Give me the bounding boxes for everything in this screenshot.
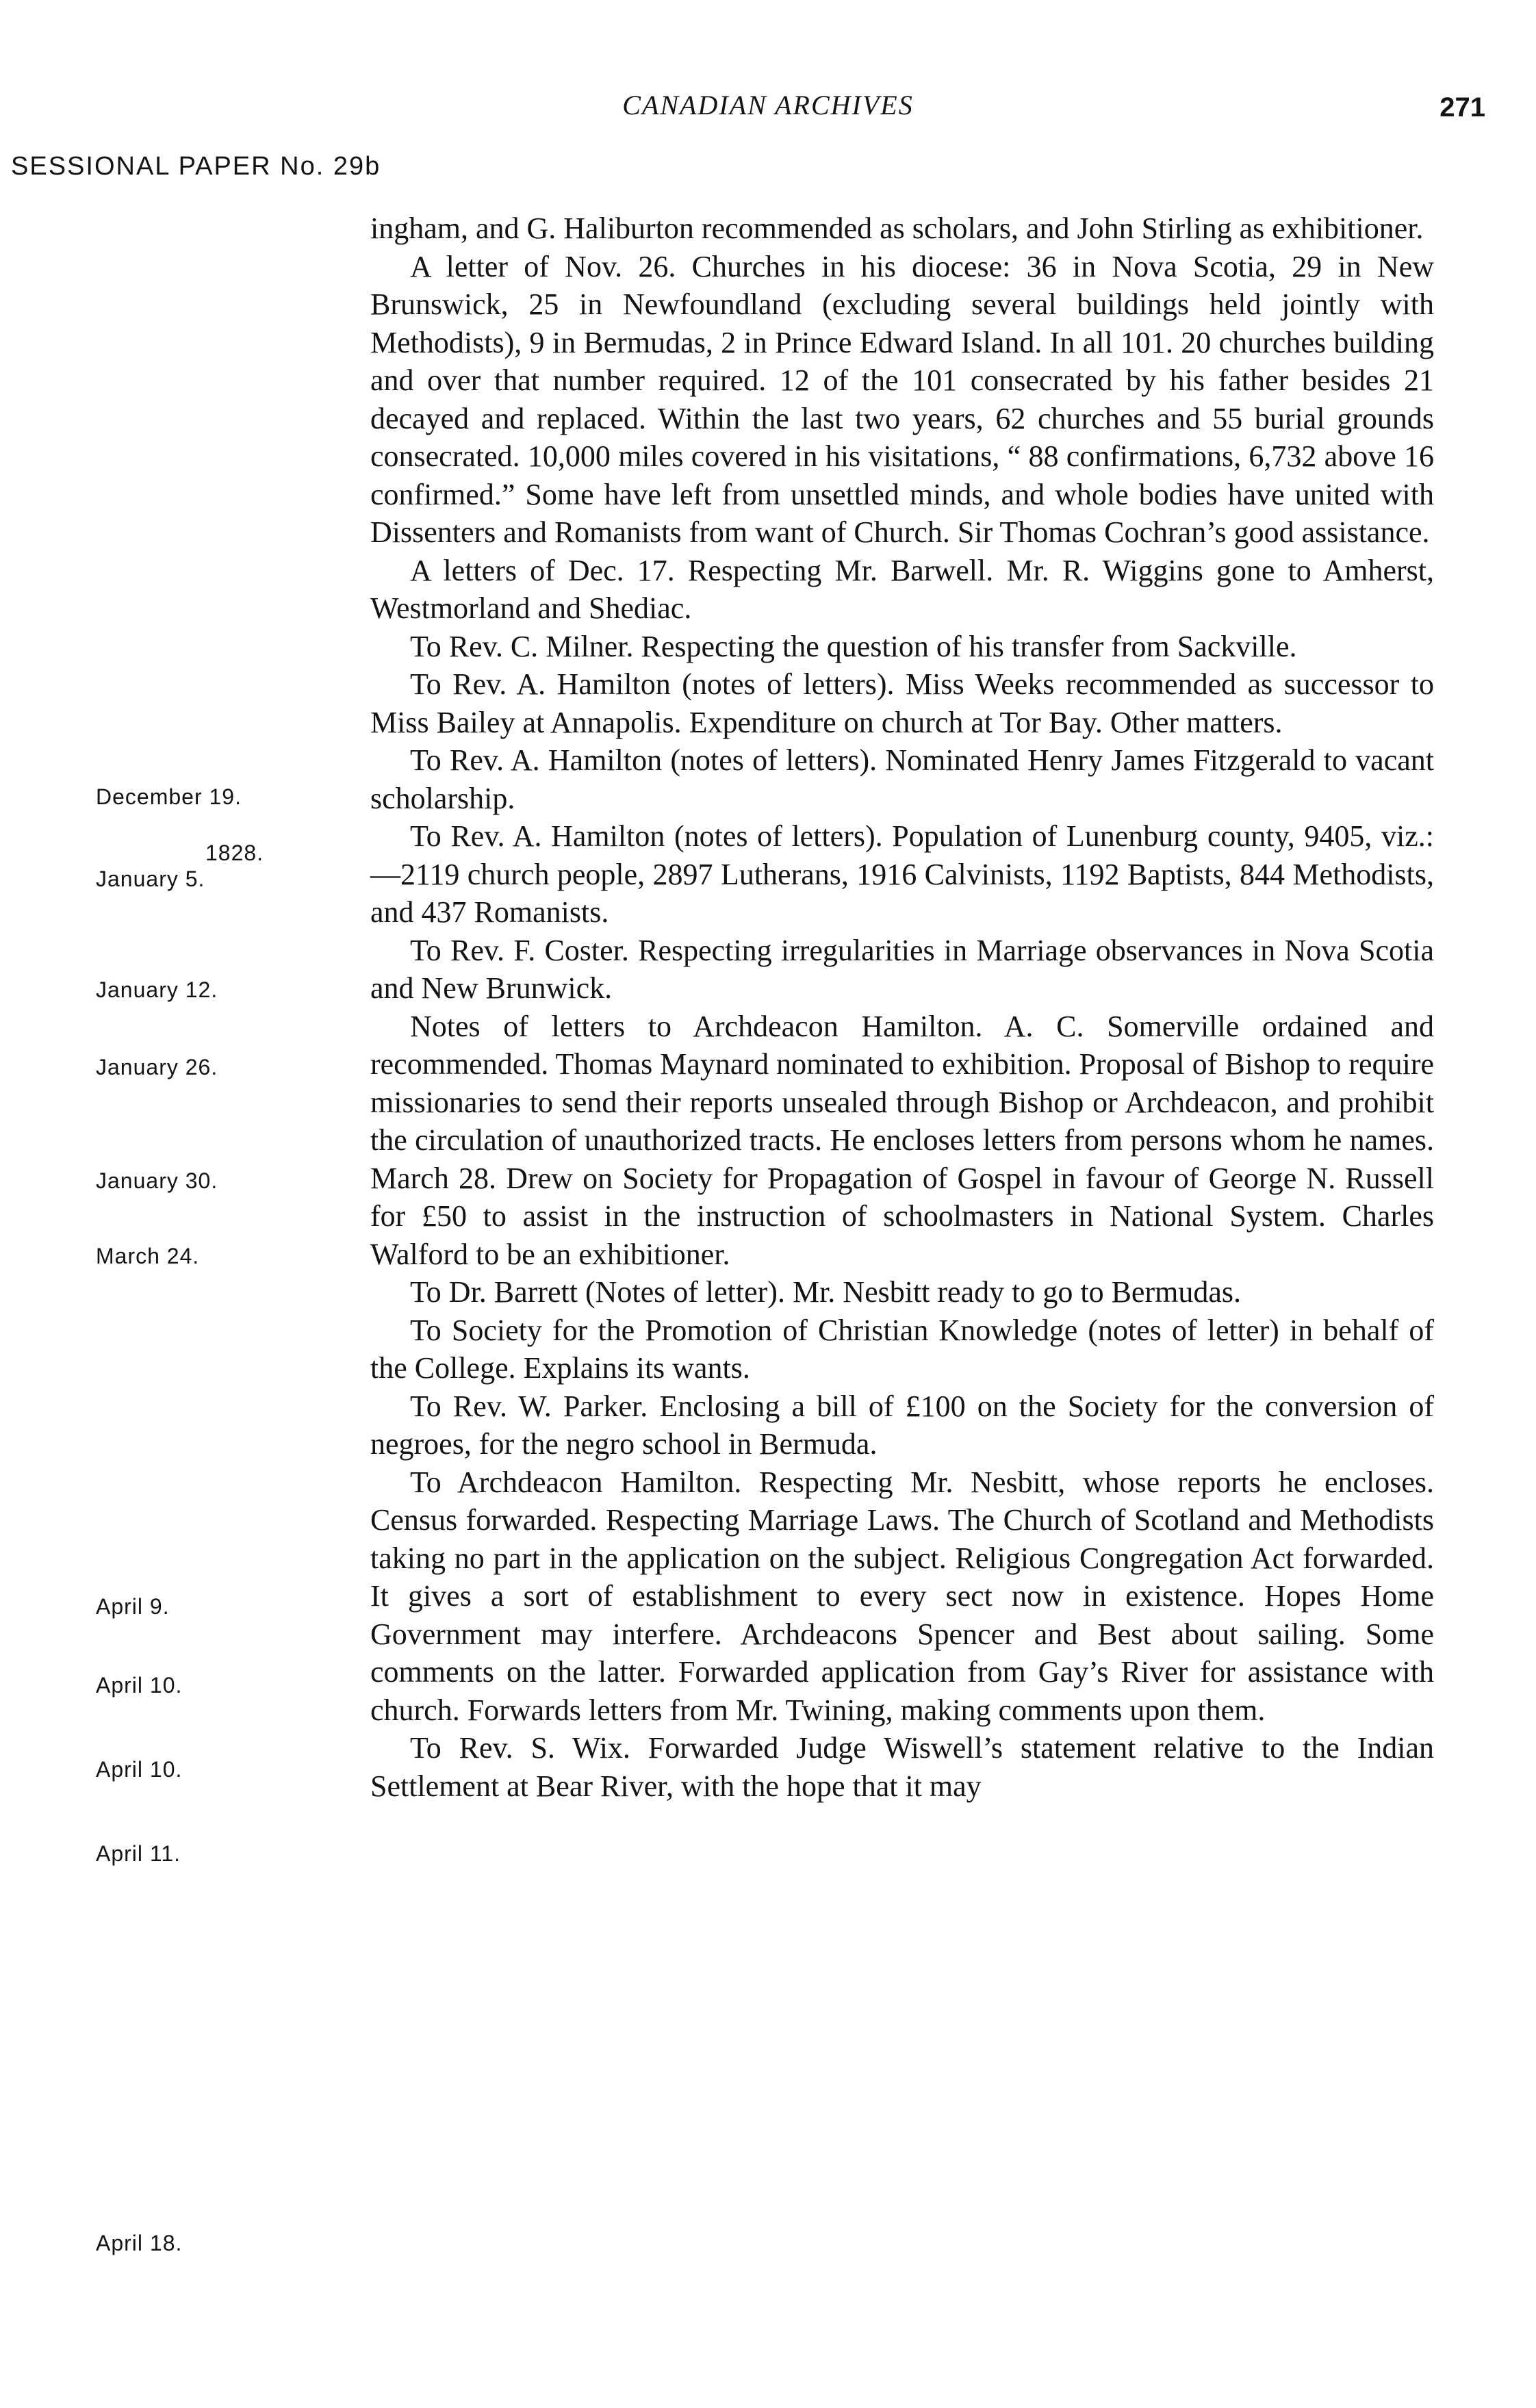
margin-date: April 10.	[96, 1673, 183, 1698]
paragraph: ingham, and G. Haliburton recommended as scholars, and John Stirling as exhibitioner.	[370, 212, 1424, 245]
paragraph: To Rev. C. Milner. Respecting the question of his transfer from Sackville.	[410, 629, 1297, 663]
body-text	[370, 209, 1434, 1805]
paragraph: A letters of Dec. 17. Respecting Mr. Barwell. Mr. R. Wiggins gone to Amherst, Westmorland and Shediac.	[370, 553, 1434, 625]
page-number: 271	[1439, 92, 1485, 123]
paragraph: To Rev. F. Coster. Respecting irregularities in Marriage observances in Nova Scotia and New Brunwick.	[370, 933, 1434, 1005]
paragraph: To Dr. Barrett (Notes of letter). Mr. Nesbitt ready to go to Bermudas.	[410, 1275, 1241, 1309]
paragraph: Notes of letters to Archdeacon Hamilton. A. C. Somerville ordained and recommended. Thomas Maynard nominated to exhibition. Proposal of Bishop to require missionaries to send their reports unsealed through Bishop or Archdeacon, and prohibit the circulation of unauthorized tracts. He encloses letters from persons whom he names. March 28. Drew on Society for Propagation of Gospel in favour of George N. Russell for £50 to assist in the instruction of schoolmasters in National System. Charles Walford to be an exhibitioner.	[370, 1009, 1434, 1271]
margin-date: April 18.	[96, 2231, 183, 2255]
paragraph: To Rev. A. Hamilton (notes of letters). Nominated Henry James Fitzgerald to vacant scholarship.	[370, 743, 1434, 815]
margin-date: April 10.	[96, 1757, 183, 1782]
paragraph: To Archdeacon Hamilton. Respecting Mr. Nesbitt, whose reports he encloses. Census forwarded. Respecting Marriage Laws. The Church of Scotland and Methodists taking no part in the application on the subject. Religious Congregation Act forwarded. It gives a sort of establishment to every sect now in existence. Hopes Home Government may interfere. Archdeacons Spencer and Best about sailing. Some comments on the latter. Forwarded application from Gay’s River for assistance with church. Forwards letters from Mr. Twining, making comments upon them.	[370, 1465, 1434, 1727]
margin-date: December 19.	[96, 784, 242, 809]
margin-date: January 5.	[96, 867, 205, 891]
paragraph: To Rev. A. Hamilton (notes of letters). Miss Weeks recommended as successor to Miss Bailey at Annapolis. Expenditure on church at Tor Bay. Other matters.	[370, 667, 1434, 739]
margin-date: April 11.	[96, 1841, 181, 1866]
margin-date: January 26.	[96, 1055, 218, 1079]
margin-year: 1828.	[205, 841, 264, 865]
paragraph: To Rev. W. Parker. Enclosing a bill of £100 on the Society for the conversion of negroes, for the negro school in Bermuda.	[370, 1389, 1434, 1461]
paragraph: To Rev. A. Hamilton (notes of letters). Population of Lunenburg county, 9405, viz.:—2119 church people, 2897 Lutherans, 1916 Calvinists, 1192 Baptists, 844 Methodists, and 437 Romanists.	[370, 819, 1434, 929]
sessional-paper-label: SESSIONAL PAPER No. 29b	[11, 152, 381, 181]
paragraph: To Rev. S. Wix. Forwarded Judge Wiswell’s statement relative to the Indian Settlement at Bear River, with the hope that it may	[370, 1731, 1434, 1803]
paragraph: To Society for the Promotion of Christian Knowledge (notes of letter) in behalf of the College. Explains its wants.	[370, 1313, 1434, 1385]
paragraph: A letter of Nov. 26. Churches in his diocese: 36 in Nova Scotia, 29 in New Brunswick, 25 in Newfoundland (excluding several buildings held jointly with Methodists), 9 in Bermudas, 2 in Prince Edward Island. In all 101. 20 churches building and over that number required. 12 of the 101 consecrated by his father besides 21 decayed and replaced. Within the last two years, 62 churches and 55 burial grounds consecrated. 10,000 miles covered in his visitations, “ 88 confirmations, 6,732 above 16 confirmed.” Some have left from unsettled minds, and whole bodies have united with Dissenters and Romanists from want of Church. Sir Thomas Cochran’s good assistance.	[370, 249, 1434, 549]
margin-date: January 12.	[96, 977, 218, 1002]
margin-date: March 24.	[96, 1244, 200, 1268]
margin-date: April 9.	[96, 1594, 170, 1619]
margin-date: January 30.	[96, 1168, 218, 1193]
running-head: CANADIAN ARCHIVES	[622, 90, 914, 120]
